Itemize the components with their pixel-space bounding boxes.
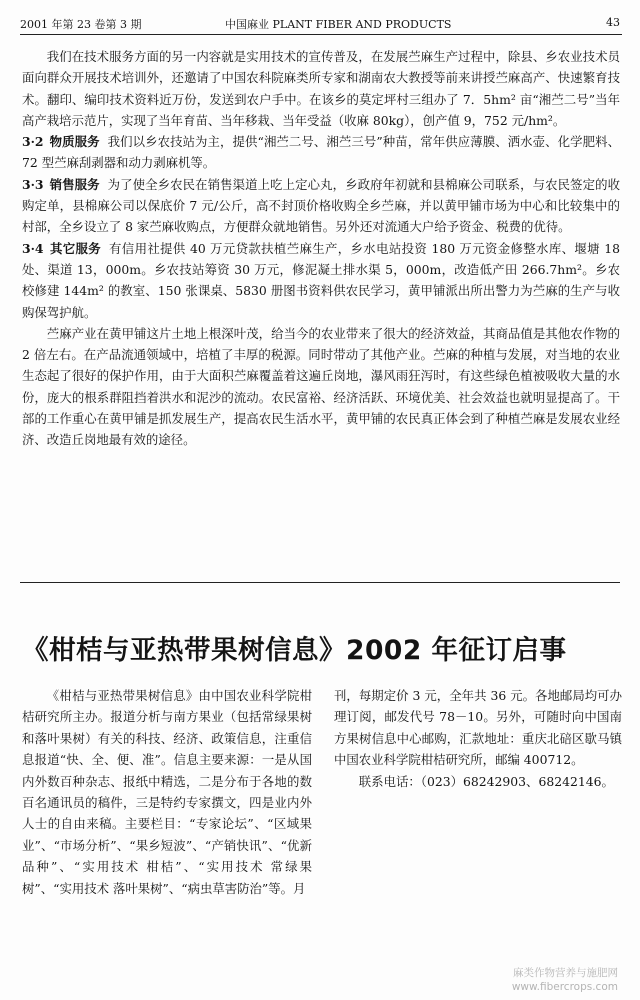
- issue-info: 2001 年第 23 卷第 3 期: [20, 18, 142, 31]
- section-divider: [20, 582, 620, 583]
- intro-paragraph: 我们在技术服务方面的另一内容就是实用技术的宣传普及，在发展苎麻生产过程中，除县、乡农业技术员面向群众开展技术培训外，还邀请了中国农科院麻类所专家和湖南农大教授等前来讲授苎麻高产、快速繁育技术。翻印、编印技术资料近万份，发送到农户手中。在该乡的莫定坪村三组办了 7．5hm² 亩“湘苎二号”当年高产栽培示范片，实现了当年育苗、当年移栽、当年受益（收麻 80kg），创产值 9，752 元/hm²。: [22, 49, 620, 128]
- section-3-4: [22, 238, 620, 323]
- notice-body: [22, 685, 312, 899]
- notice-title: 《柑桔与亚热带果树信息》2002 年征订启事: [22, 635, 567, 666]
- notice-body-text: 《柑桔与亚热带果树信息》由中国农业科学院柑桔研究所主办。报道分析与南方果业（包括常绿果树和落叶果树）有关的科技、经济、政策信息，注重信息报道“快、全、便、准”。信息主要来源：一是从国内外数百种杂志、报纸中精选，二是分布于各地的数百名通讯员的稿件，三是特约专家撰文，四是业内外人士的自由来稿。主要栏目：“专家论坛”、“区域果业”、“市场分析”、“果乡短波”、“产销快讯”、“优新品种”、“实用技术 柑桔”、“实用技术 常绿果树”、“实用技术 落叶果树”、“病虫草害防治”等。月: [22, 688, 312, 896]
- section-3-2: [22, 131, 620, 174]
- notice-column-left: [22, 685, 312, 899]
- section-number: 3·4: [22, 240, 44, 256]
- section-number: 3·3: [22, 176, 44, 192]
- watermark-url: www.fibercrops.com: [511, 981, 618, 993]
- section-text: 我们以乡农技站为主，提供“湘苎二号、湘苎三号”种苗，常年供应薄膜、洒水壶、化学肥料、72 型苎麻刮剥器和动力剥麻机等。: [22, 134, 620, 171]
- section-3-3: [22, 174, 620, 238]
- section-title: 销售服务: [49, 176, 100, 192]
- notice-column-right: [334, 685, 622, 792]
- section-number: 3·2: [22, 134, 44, 150]
- section-text: 为了使全乡农民在销售渠道上吃上定心丸，乡政府年初就和县棉麻公司联系，与农民签定的收购定单，县棉麻公司以保底价 7 元/公斤，高不封顶价格收购全乡苎麻，并以黄甲铺市场为中心和比较集中的村部，全乡设立了 8 家苎麻收购点，方便群众就地销售。另外还对流通大户给予资金、税费的优待。: [22, 176, 621, 235]
- section-title: 其它服务: [49, 240, 102, 256]
- closing-paragraph: 苎麻产业在黄甲铺这片土地上根深叶茂，给当今的农业带来了很大的经济效益，其商品值是其他农作物的 2 倍左右。在产品流通领域中，培植了丰厚的税源。同时带动了其他产业。苎麻的种植与发展，对当地的农业生态起了很好的保护作用，由于大面积苎麻覆盖着这遍丘岗地，瀑风雨狂泻时，有这些绿色植被吸收大量的水份，庞大的根系群阻挡着洪水和泥沙的流动。农民富裕、经济活跃、环境优美、社会效益也就明显提高了。干部的工作重心在黄甲铺是抓发展生产，提高农民生活水平，黄甲铺的农民真正体会到了种植苎麻是发展农业经济、改造丘岗地最有效的途径。: [22, 325, 620, 448]
- site-watermark: [512, 966, 618, 994]
- article-body: [22, 46, 620, 451]
- journal-name: 中国麻业 PLANT FIBER AND PRODUCTS: [225, 18, 452, 31]
- section-title: 物质服务: [49, 134, 100, 150]
- notice-contact: 联系电话：（023）68242903、68242146。: [358, 773, 614, 789]
- page-header: [20, 10, 622, 35]
- watermark-site-name: 麻类作物营养与施肥网: [513, 967, 618, 979]
- notice-body-continued: 刊，每期定价 3 元，全年共 36 元。各地邮局均可办理订阅，邮发代号 78－10。另外，可随时向中国南方果树信息中心邮购，汇款地址：重庆北碚区歇马镇中国农业科学院柑桔研究所，邮编 400712。: [334, 688, 622, 768]
- section-text: 有信用社提供 40 万元贷款扶植苎麻生产，乡水电站投资 180 万元资金修整水库、堰塘 18 处、渠道 13，000m。乡农技站筹资 30 万元，修泥凝土排水渠 5，000m，改造低产田 266.7hm²。乡农校修建 144m² 的教室、150 张课桌、5830 册图书资料供农民学习，黄甲铺派出所出警力为苎麻的生产与收购保驾护航。: [22, 240, 620, 320]
- page-number: 43: [606, 16, 620, 29]
